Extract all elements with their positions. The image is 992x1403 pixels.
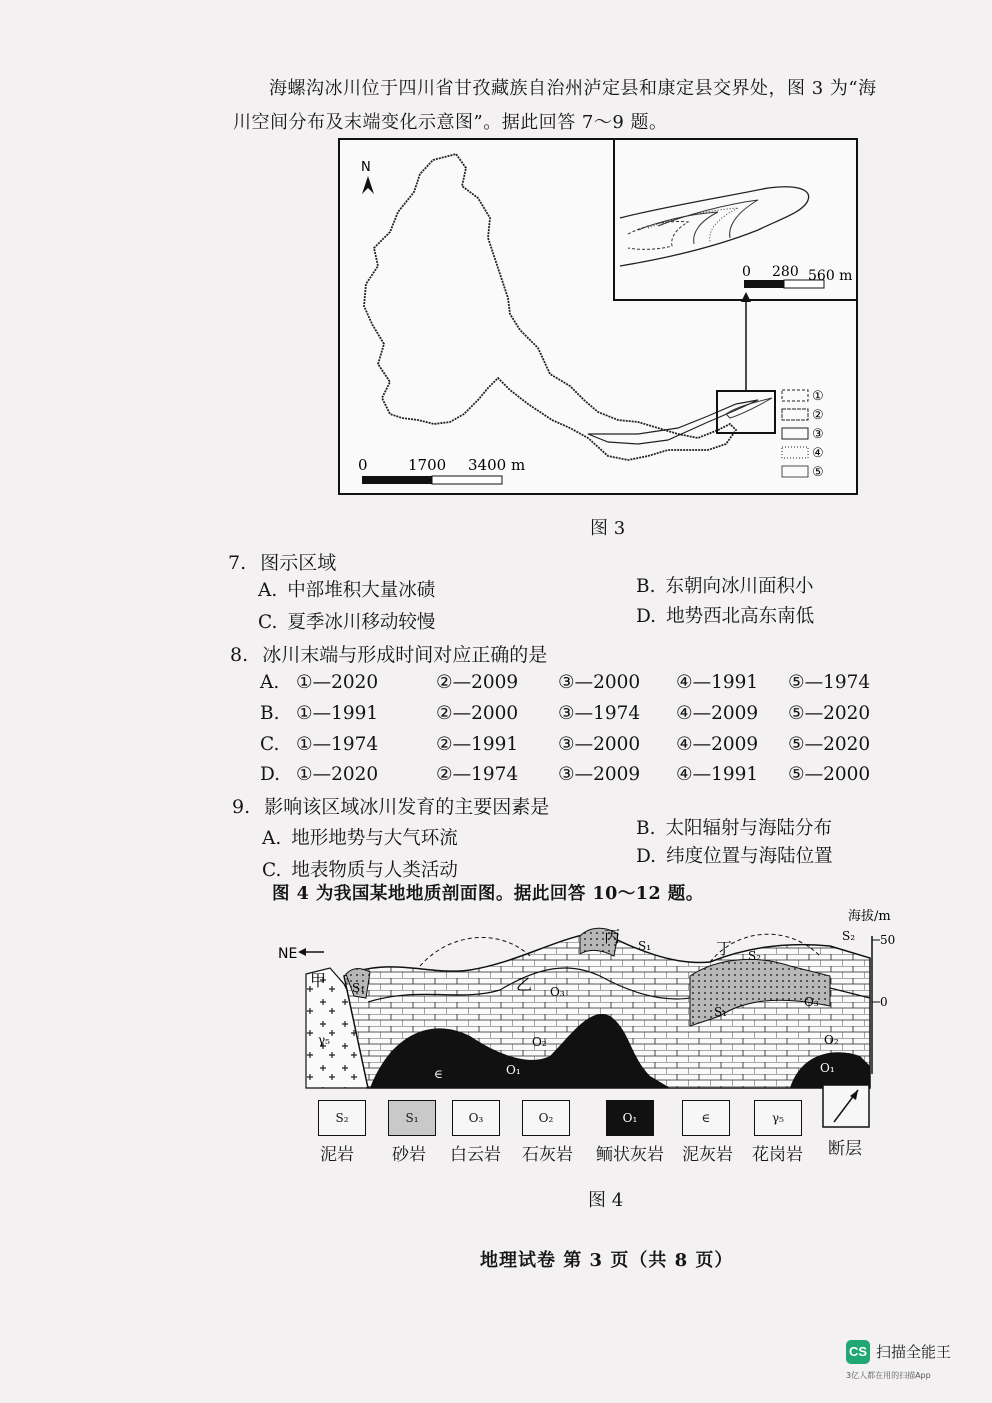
page-footer: 地理试卷 第 3 页（共 8 页） xyxy=(480,1250,734,1271)
inset-scale-zero: 0 xyxy=(742,264,751,280)
legend-label-dolomite: 白云岩 xyxy=(450,1145,501,1165)
stratum-s1-top: S₁ xyxy=(638,939,652,953)
stratum-o2-right: O₂ xyxy=(824,1033,839,1047)
tick-label-0: 0 xyxy=(880,995,888,1009)
question-number: 7. xyxy=(228,552,247,574)
stratum-s2-right: S₂ xyxy=(842,929,856,943)
north-label: N xyxy=(361,160,371,175)
legend-label-limestone: 石灰岩 xyxy=(522,1145,573,1165)
q9-option-a: A. 地形地势与大气环流 xyxy=(262,828,458,849)
q7-option-a: A. 中部堆积大量冰碛 xyxy=(258,580,436,601)
figure-4-legend xyxy=(302,1100,872,1180)
question-8-stem: 8. 冰川末端与形成时间对应正确的是 xyxy=(230,644,548,666)
stratum-s1-left: S₁ xyxy=(352,981,366,995)
stratum-o1-mid: O₁ xyxy=(506,1063,521,1077)
legend-item-2: ② xyxy=(812,408,824,423)
inset-scale-end: 560 m xyxy=(808,268,853,284)
legend-swatch-granite: γ₅ xyxy=(754,1100,802,1136)
point-yi: 乙 xyxy=(516,975,533,994)
legend-label-sandstone: 砂岩 xyxy=(392,1145,426,1165)
legend-swatch-limestone: O₂ xyxy=(522,1100,570,1136)
legend-swatch-dolomite: O₃ xyxy=(452,1100,500,1136)
stratum-cambrian: ∈ xyxy=(434,1067,443,1081)
stratum-o2-mid: O₂ xyxy=(532,1035,547,1049)
camscanner-logo-icon: CS xyxy=(846,1340,870,1364)
q7-option-b: B. 东朝向冰川面积小 xyxy=(636,576,814,597)
legend-label-fault: 断层 xyxy=(828,1139,862,1159)
q8-row-d: D. ①—2020 ②—1974 ③—2009 ④—1991 ⑤—2000 xyxy=(260,764,871,785)
legend-swatch-fault xyxy=(822,1084,872,1130)
legend-item-1: ① xyxy=(812,389,824,404)
intro-line-2: 川空间分布及末端变化示意图”。据此回答 7～9 题。 xyxy=(233,112,668,133)
intro-paragraph xyxy=(233,72,893,140)
point-bing: 丙 xyxy=(604,927,621,946)
stratum-o1-right: O₁ xyxy=(820,1061,835,1075)
figure-4-intro: 图 4 为我国某地地质剖面图。据此回答 10～12 题。 xyxy=(272,884,704,904)
stratum-o3-right: O₃ xyxy=(804,995,819,1009)
question-7-stem xyxy=(228,548,336,575)
legend-swatch-marl: ∈ xyxy=(682,1100,730,1136)
arrow-left-icon xyxy=(298,948,306,956)
figure-4-caption: 图 4 xyxy=(588,1190,624,1211)
legend-item-3: ③ xyxy=(812,427,824,442)
figure-3-caption: 图 3 xyxy=(590,518,626,539)
figure-4-cross-section xyxy=(270,906,896,1096)
main-scale-mid: 1700 xyxy=(408,456,447,474)
q7-option-d: D. 地势西北高东南低 xyxy=(636,606,815,627)
point-ding: 丁 xyxy=(716,939,733,958)
legend-swatch-sandstone: S₁ xyxy=(388,1100,436,1136)
q9-option-c: C. 地表物质与人类活动 xyxy=(262,860,458,881)
legend-label-granite: 花岗岩 xyxy=(752,1145,803,1165)
main-scale-end: 3400 m xyxy=(468,456,526,474)
question-text: 图示区域 xyxy=(260,552,337,574)
legend-swatch-mudstone: S₂ xyxy=(318,1100,366,1136)
tick-label-50: 50 xyxy=(880,933,896,947)
q7-option-c: C. 夏季冰川移动较慢 xyxy=(258,612,436,633)
legend-label-oolitic-limestone: 鲕状灰岩 xyxy=(596,1145,664,1165)
q8-row-a: A. ①—2020 ②—2009 ③—2000 ④—1991 ⑤—1974 xyxy=(260,672,871,693)
stratum-o3-mid: O₃ xyxy=(550,985,565,999)
camscanner-tagline: 3亿人都在用的扫描App xyxy=(846,1371,931,1380)
stratum-s2-ding: S₂ xyxy=(748,949,762,963)
main-scale-zero: 0 xyxy=(358,456,368,474)
q9-option-b: B. 太阳辐射与海陆分布 xyxy=(636,818,832,839)
stratum-s1-right: S₁ xyxy=(714,1005,728,1019)
point-jia: 甲 xyxy=(310,971,327,990)
q8-row-b: B. ①—1991 ②—2000 ③—1974 ④—2009 ⑤—2020 xyxy=(260,703,871,724)
intro-line-1: 海螺沟冰川位于四川省甘孜藏族自治州泸定县和康定县交界处，图 3 为“海 xyxy=(269,78,877,99)
legend-item-4: ④ xyxy=(812,446,824,461)
q9-option-d: D. 纬度位置与海陆位置 xyxy=(636,846,833,867)
direction-label: NE xyxy=(278,946,298,962)
legend-item-5: ⑤ xyxy=(812,465,824,480)
stratum-granite: γ₅ xyxy=(318,1033,330,1047)
legend-label-mudstone: 泥岩 xyxy=(320,1145,354,1165)
inset-scale-mid: 280 xyxy=(772,264,799,280)
legend-swatch-oolitic-limestone: O₁ xyxy=(606,1100,654,1136)
altitude-label: 海拔/m xyxy=(848,909,891,924)
question-9-stem: 9. 影响该区域冰川发育的主要因素是 xyxy=(232,796,550,818)
legend-label-marl: 泥灰岩 xyxy=(682,1145,733,1165)
camscanner-brand: 扫描全能王 xyxy=(876,1343,952,1361)
q8-row-c: C. ①—1974 ②—1991 ③—2000 ④—2009 ⑤—2020 xyxy=(260,734,871,755)
figure-3-map xyxy=(338,138,860,498)
